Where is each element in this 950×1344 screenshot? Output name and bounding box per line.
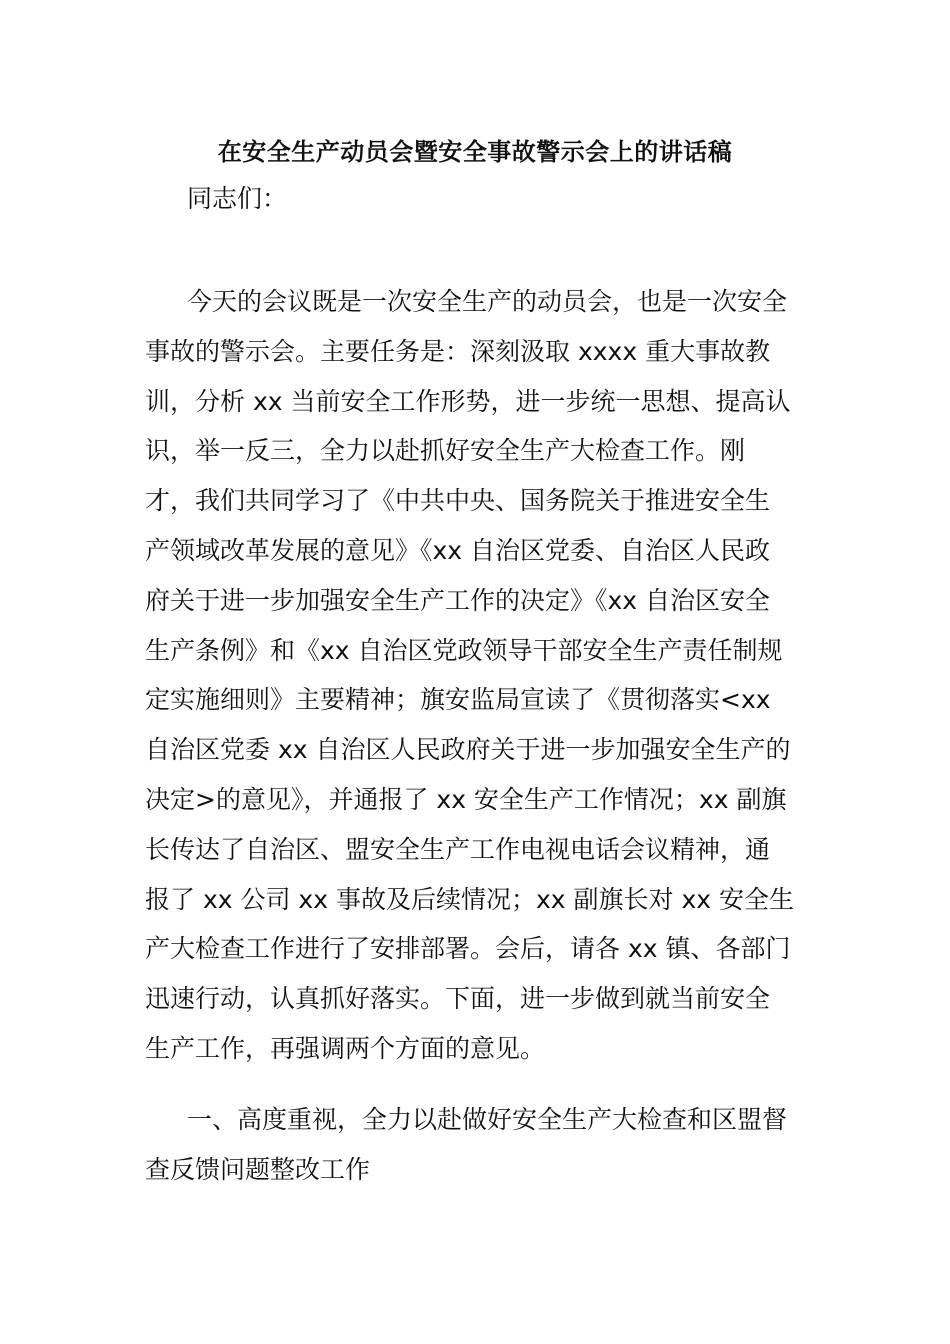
paragraph-line: 生产条例》和《xx 自治区党政领导干部安全生产责任制规 [145,635,783,665]
paragraph-line: 长传达了自治区、盟安全生产工作电视电话会议精神，通 [145,834,771,864]
paragraph-line: 今天的会议既是一次安全生产的动员会，也是一次安全 [187,287,788,316]
paragraph-line: 产领域改革发展的意见》《xx 自治区党委、自治区人民政 [145,535,771,565]
paragraph-line: 迅速行动，认真抓好落实。下面，进一步做到就当前安全 [145,984,771,1014]
paragraph-line: 府关于进一步加强安全生产工作的决定》《xx 自治区安全 [145,585,771,615]
section-heading-line: 查反馈问题整改工作 [145,1154,371,1184]
salutation: 同志们： [187,184,288,213]
paragraph-line: 自治区党委 xx 自治区人民政府关于进一步加强安全生产的 [145,735,791,765]
paragraph-line: 报了 xx 公司 xx 事故及后续情况；xx 副旗长对 xx 安全生 [145,884,794,914]
section-heading-one [145,1095,809,1195]
paragraph-line: 生产工作，再强调两个方面的意见。 [145,1033,546,1063]
paragraph-line: 才，我们共同学习了《中共中央、国务院关于推进安全生 [145,486,771,516]
paragraph-line: 产大检查工作进行了安排部署。会后，请各 xx 镇、各部门 [145,934,791,964]
paragraph-line: 定实施细则》主要精神；旗安监局宣读了《贯彻落实<xx [145,685,771,715]
paragraph-line: 训，分析 xx 当前安全工作形势，进一步统一思想、提高认 [145,386,791,416]
paragraph-opening [145,277,809,1074]
paragraph-line: 事故的警示会。主要任务是：深刻汲取 xxxx 重大事故教 [145,336,771,366]
document-title: 在安全生产动员会暨安全事故警示会上的讲话稿 [217,138,733,166]
section-heading-line: 一、高度重视，全力以赴做好安全生产大检查和区盟督 [187,1105,788,1134]
paragraph-line: 决定>的意见》，并通报了 xx 安全生产工作情况；xx 副旗 [145,784,787,814]
paragraph-line: 识，举一反三，全力以赴抓好安全生产大检查工作。刚 [145,436,746,466]
